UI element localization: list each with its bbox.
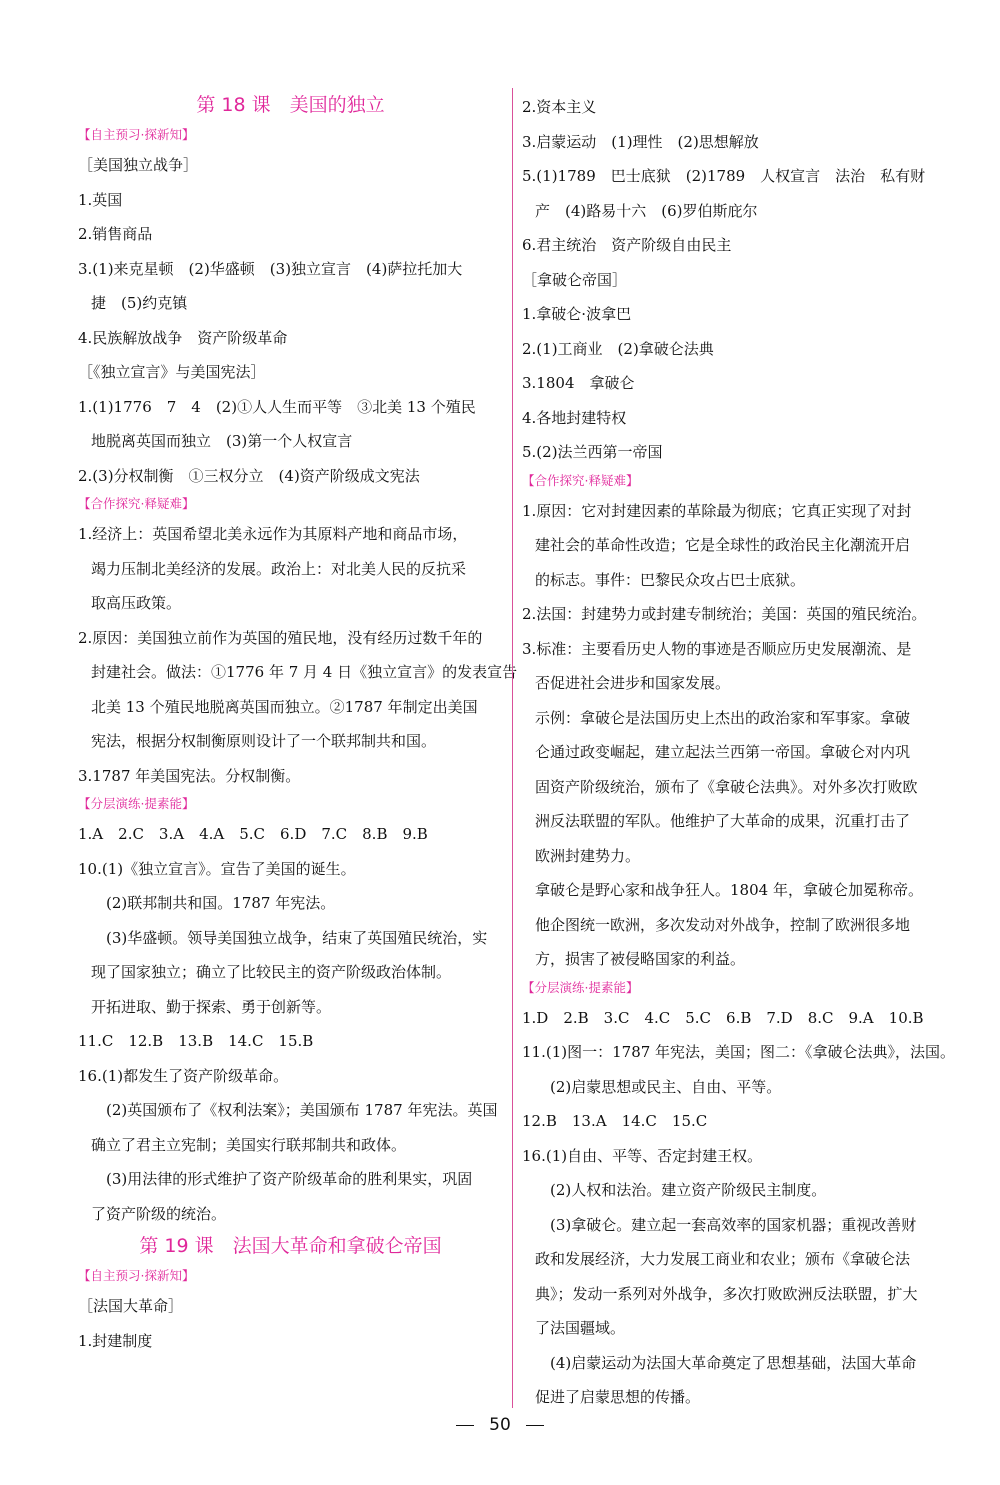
answer-line: (4)启蒙运动为法国大革命奠定了思想基础，法国大革命	[550, 1353, 917, 1372]
answer-line: (2)联邦制共和国。1787 年宪法。	[106, 894, 336, 912]
answer-line: ［拿破仑帝国］	[522, 270, 628, 289]
answer-line: 1.(1)1776 7 4 (2)①人人生而平等 ③北美 13 个殖民	[78, 397, 476, 416]
column-divider	[512, 88, 513, 1408]
answer-line: 1.拿破仑·波拿巴	[522, 305, 632, 323]
answer-line: 洲反法联盟的军队。他维护了大革命的成果，沉重打击了	[535, 812, 911, 830]
answer-line: (3)拿破仑。建立起一套高效率的国家机器；重视改善财	[550, 1215, 917, 1234]
answer-line: 11.(1)图一：1787 年宪法，美国；图二：《拿破仑法典》，法国。	[522, 1043, 956, 1061]
answer-line: 产 (4)路易十六 (6)罗伯斯庇尔	[535, 201, 758, 220]
left-column	[78, 90, 518, 1358]
answer-line: 2.法国：封建势力或封建专制统治；美国：英国的殖民统治。	[522, 605, 927, 623]
answer-line: 促进了启蒙思想的传播。	[535, 1388, 701, 1406]
lesson-title: 第 18 课 美国的独立	[196, 94, 385, 116]
answer-line: (2)启蒙思想或民主、自由、平等。	[550, 1077, 782, 1096]
answer-line: 捷 (5)约克镇	[91, 294, 188, 312]
answer-line: 封建社会。做法：①1776 年 7 月 4 日《独立宣言》的发表宣告	[91, 663, 518, 681]
page-footer	[0, 1415, 1000, 1435]
answer-line: 否促进社会进步和国家发展。	[535, 674, 731, 692]
answer-line: 2.(1)工商业 (2)拿破仑法典	[522, 339, 714, 358]
answer-line: 开拓进取、勤于探索、勇于创新等。	[91, 997, 332, 1016]
answer-line: 2.原因：美国独立前作为英国的殖民地，没有经历过数千年的	[78, 628, 483, 647]
answer-line: 取高压政策。	[91, 594, 182, 612]
answer-line: 他企图统一欧洲，多次发动对外战争，控制了欧洲很多地	[535, 915, 911, 934]
section-header: 【合作探究·释疑难】	[522, 472, 639, 488]
answer-line: 2.销售商品	[78, 225, 153, 243]
section-header: 【分层演练·提素能】	[78, 796, 195, 811]
answer-line: 建社会的革命性改造；它是全球性的政治民主化潮流开启	[535, 536, 911, 554]
answer-line: 方，损害了被侵略国家的利益。	[535, 950, 746, 968]
answer-line: 12.B 13.A 14.C 15.C	[522, 1112, 708, 1130]
answer-line: (2)人权和法治。建立资产阶级民主制度。	[550, 1181, 827, 1199]
section-header: 【自主预习·探新知】	[78, 1268, 195, 1283]
answer-line: ［《独立宣言》与美国宪法］	[78, 363, 266, 381]
answer-line: 确立了君主立宪制；美国实行联邦制共和政体。	[91, 1135, 407, 1154]
answer-line: 北美 13 个殖民地脱离英国而独立。②1787 年制定出美国	[91, 697, 478, 716]
section-header: 【分层演练·提素能】	[522, 979, 639, 995]
answer-line: 1.经济上：英国希望北美永远作为其原料产地和商品市场，	[78, 525, 468, 543]
section-header: 【自主预习·探新知】	[78, 127, 195, 142]
answer-line: 3.1804 拿破仑	[522, 374, 635, 392]
section-header: 【合作探究·释疑难】	[78, 496, 195, 511]
footer-dash-right	[526, 1425, 544, 1426]
answer-line: 示例：拿破仑是法国历史上杰出的政治家和军事家。拿破	[535, 708, 911, 727]
answer-line: 1.D 2.B 3.C 4.C 5.C 6.B 7.D 8.C 9.A 10.B	[522, 1008, 924, 1027]
answer-line: 4.各地封建特权	[522, 408, 627, 427]
answer-line: 宪法，根据分权制衡原则设计了一个联邦制共和国。	[91, 732, 437, 750]
answer-line: 16.(1)自由、平等、否定封建王权。	[522, 1146, 763, 1165]
right-column	[522, 90, 956, 1415]
lesson-title: 第 19 课 法国大革命和拿破仑帝国	[139, 1235, 442, 1257]
answer-line: 了资产阶级的统治。	[91, 1204, 227, 1223]
answer-line: 5.(2)法兰西第一帝国	[522, 443, 663, 461]
answer-line: 地脱离英国而独立 (3)第一个人权宣言	[91, 432, 353, 450]
answer-line: 的标志。事件：巴黎民众攻占巴士底狱。	[535, 570, 806, 589]
answer-line: 拿破仑是野心家和战争狂人。1804 年，拿破仑加冕称帝。	[535, 881, 923, 899]
answer-line: 1.封建制度	[78, 1331, 153, 1350]
answer-line: 1.英国	[78, 190, 123, 209]
answer-line: 2.资本主义	[522, 98, 597, 116]
answer-line: 3.标准：主要看历史人物的事迹是否顺应历史发展潮流、是	[522, 639, 912, 658]
page-number: 50	[489, 1415, 511, 1435]
answer-line: ［美国独立战争］	[78, 156, 199, 174]
answer-line: 竭力压制北美经济的发展。政治上：对北美人民的反抗采	[91, 559, 467, 578]
answer-line: 1.原因：它对封建因素的革除最为彻底；它真正实现了对封	[522, 501, 912, 520]
answer-line: 了法国疆域。	[535, 1319, 626, 1337]
answer-line: 3.启蒙运动 (1)理性 (2)思想解放	[522, 132, 759, 151]
answer-line: 典》；发动一系列对外战争，多次打败欧洲反法联盟，扩大	[535, 1284, 918, 1303]
answer-line: 16.(1)都发生了资产阶级革命。	[78, 1066, 289, 1085]
answer-line: 仑通过政变崛起，建立起法兰西第一帝国。拿破仑对内巩	[535, 743, 911, 761]
answer-line: ［法国大革命］	[78, 1297, 184, 1315]
answer-line: 固资产阶级统治，颁布了《拿破仑法典》。对外多次打败欧	[535, 777, 918, 796]
answer-line: 欧洲封建势力。	[535, 846, 641, 865]
answer-line: 5.(1)1789 巴士底狱 (2)1789 人权宣言 法治 私有财	[522, 167, 926, 185]
answer-line: 现了国家独立；确立了比较民主的资产阶级政治体制。	[91, 963, 452, 981]
answer-line: (3)用法律的形式维护了资产阶级革命的胜利果实，巩固	[106, 1170, 473, 1188]
answer-line: 2.(3)分权制衡 ①三权分立 (4)资产阶级成文宪法	[78, 466, 420, 485]
answer-line: 6.君主统治 资产阶级自由民主	[522, 236, 732, 254]
answer-line: 政和发展经济，大力发展工商业和农业；颁布《拿破仑法	[535, 1250, 911, 1268]
answer-line: 11.C 12.B 13.B 14.C 15.B	[78, 1032, 314, 1050]
footer-dash-left	[456, 1425, 474, 1426]
answer-line: 4.民族解放战争 资产阶级革命	[78, 328, 288, 347]
answer-line: (3)华盛顿。领导美国独立战争，结束了英国殖民统治，实	[106, 928, 488, 947]
answer-line: 3.1787 年美国宪法。分权制衡。	[78, 766, 301, 785]
answer-line: 10.(1)《独立宣言》。宣告了美国的诞生。	[78, 859, 356, 878]
answer-line: (2)英国颁布了《权利法案》；美国颁布 1787 年宪法。英国	[106, 1101, 498, 1119]
answer-line: 3.(1)来克星顿 (2)华盛顿 (3)独立宣言 (4)萨拉托加大	[78, 259, 463, 278]
answer-line: 1.A 2.C 3.A 4.A 5.C 6.D 7.C 8.B 9.B	[78, 825, 428, 843]
